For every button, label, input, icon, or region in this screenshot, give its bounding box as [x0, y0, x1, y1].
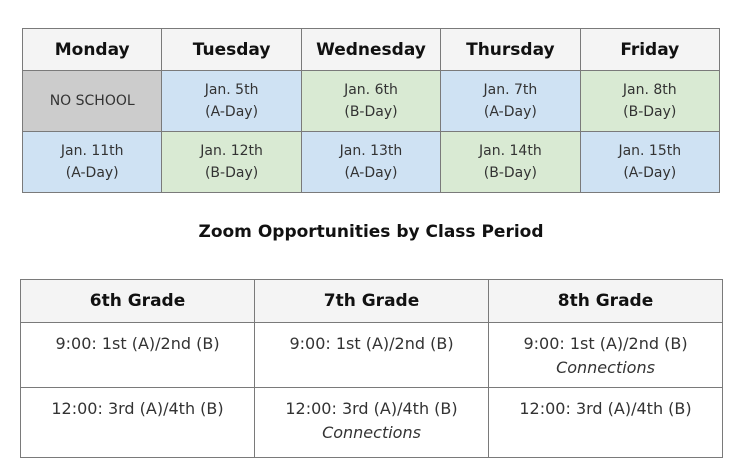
calendar-day-cell [23, 71, 162, 132]
day-date: Jan. 11th [60, 143, 124, 159]
day-type: (B-Day) [483, 165, 537, 181]
calendar-week-row [23, 71, 720, 132]
calendar-day-cell [580, 71, 719, 132]
day-type: (A-Day) [483, 104, 537, 120]
header-tuesday: Tuesday [162, 29, 301, 71]
zoom-time: 12:00: 3rd (A)/4th (B) [285, 399, 458, 418]
day-date: Jan. 13th [339, 143, 403, 159]
section-title: Zoom Opportunities by Class Period [198, 222, 544, 242]
zoom-time: 12:00: 3rd (A)/4th (B) [519, 399, 692, 418]
zoom-cell [489, 323, 723, 388]
zoom-note: Connections [322, 423, 421, 442]
day-type: (A-Day) [344, 165, 398, 181]
day-type: (A-Day) [65, 165, 119, 181]
day-date: Jan. 15th [618, 143, 682, 159]
calendar-day-cell [162, 132, 301, 193]
calendar-day-cell [162, 71, 301, 132]
zoom-period-row [21, 323, 723, 388]
day-date: Jan. 6th [344, 82, 398, 98]
zoom-cell [255, 388, 489, 458]
day-date: Jan. 12th [200, 143, 263, 159]
calendar-week-row [23, 132, 720, 193]
calendar-day-cell [580, 132, 719, 193]
header-monday: Monday [23, 29, 162, 71]
zoom-time: 9:00: 1st (A)/2nd (B) [55, 334, 220, 353]
day-date: Jan. 5th [204, 82, 259, 98]
header-friday: Friday [580, 29, 719, 71]
day-type: (B-Day) [204, 165, 259, 181]
zoom-time: 12:00: 3rd (A)/4th (B) [51, 399, 224, 418]
zoom-cell [21, 323, 255, 388]
zoom-cell [255, 323, 489, 388]
zoom-time: 9:00: 1st (A)/2nd (B) [289, 334, 454, 353]
zoom-cell [489, 388, 723, 458]
day-date: NO SCHOOL [49, 93, 135, 109]
header-7th-grade: 7th Grade [255, 280, 489, 323]
section-title-wrap [0, 222, 742, 242]
calendar-day-cell [301, 71, 440, 132]
header-wednesday: Wednesday [301, 29, 440, 71]
calendar-schedule-table [22, 28, 720, 193]
header-6th-grade: 6th Grade [21, 280, 255, 323]
zoom-time: 9:00: 1st (A)/2nd (B) [523, 334, 688, 353]
day-type: (A-Day) [205, 104, 259, 120]
zoom-note: Connections [556, 358, 655, 377]
header-8th-grade: 8th Grade [489, 280, 723, 323]
day-type: (B-Day) [344, 104, 398, 120]
day-date: Jan. 14th [479, 143, 542, 159]
calendar-day-cell [441, 71, 580, 132]
day-type: (B-Day) [623, 104, 677, 120]
zoom-header-row [21, 280, 723, 323]
calendar-day-cell [23, 132, 162, 193]
zoom-schedule-table [20, 279, 723, 458]
day-date: Jan. 7th [483, 82, 538, 98]
zoom-period-row [21, 388, 723, 458]
zoom-cell [21, 388, 255, 458]
day-date: Jan. 8th [622, 82, 677, 98]
calendar-day-cell [441, 132, 580, 193]
calendar-day-cell [301, 132, 440, 193]
header-thursday: Thursday [441, 29, 580, 71]
calendar-header-row [23, 29, 720, 71]
day-type: (A-Day) [623, 165, 677, 181]
